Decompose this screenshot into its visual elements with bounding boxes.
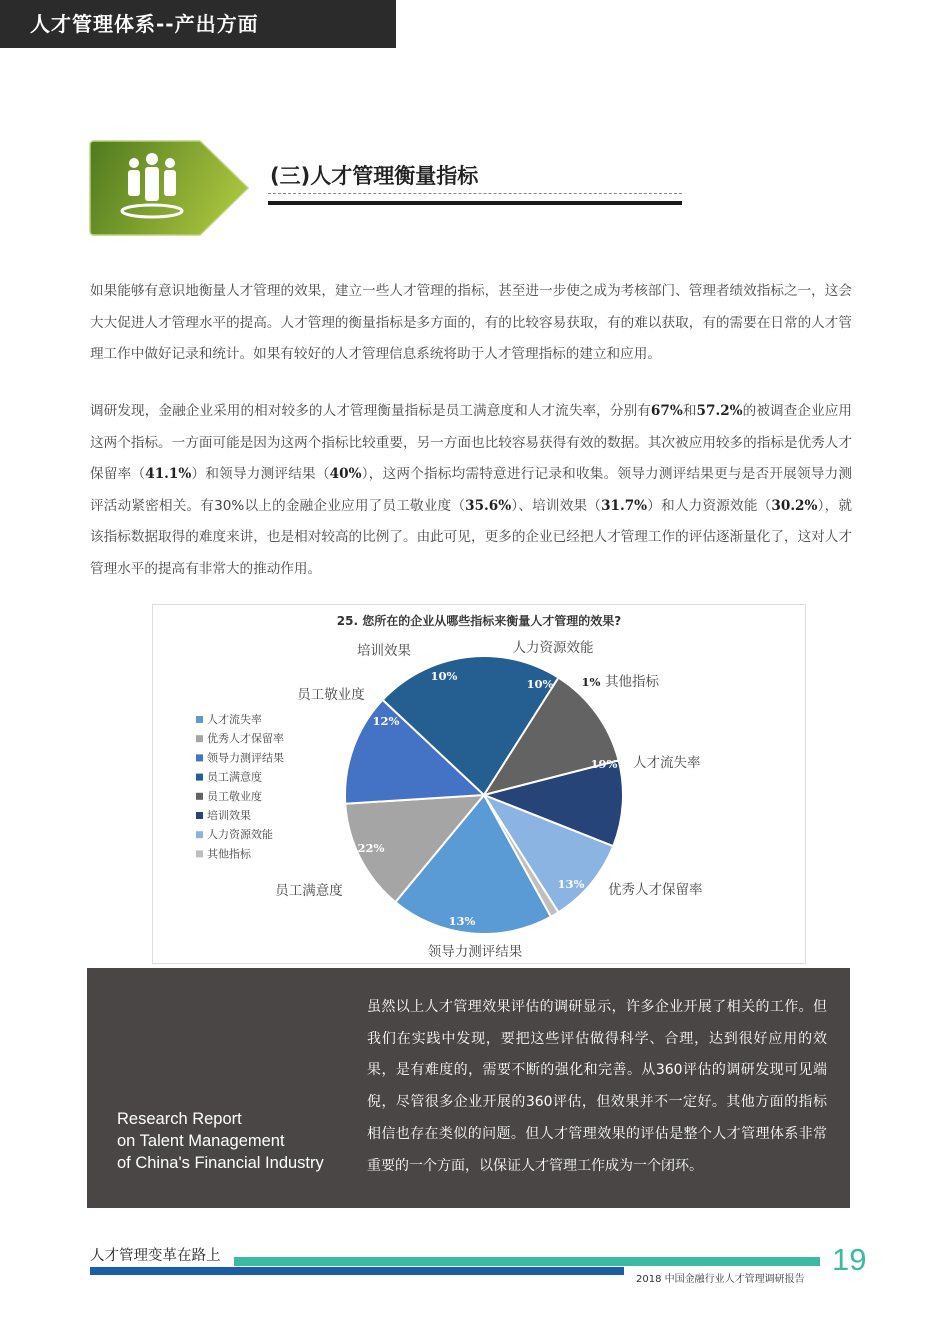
stat-turnover: 57.2% <box>696 403 743 419</box>
section-title: (三)人才管理衡量指标 <box>270 164 479 188</box>
legend-item: 员工敬业度 <box>207 789 262 803</box>
stat-leadership: 40% <box>329 466 362 482</box>
slice-category-label: 人才流失率 <box>633 755 701 771</box>
legend-item: 培训效果 <box>207 809 251 822</box>
findings-paragraph: 调研发现，金融企业采用的相对较多的人才管理衡量指标是员工满意度和人才流失率，分别有67%和57.2%的被调查企业应用这两个指标。一方面可能是因为这两个指标比较重要，另一方面也比较容易获得有效的数据。其次被应用较多的指标是优秀人才保留率（41.1%）和领导力测评结果（40%），这两个指标均需特意进行记录和收集。领导力测评结果更与是否开展领导力测评活动紧密相关。有30%以上的金融企业应用了员工敬业度（35.6%）、培训效果（31.7%）和人力资源效能（30.2%），就该指标数据取得的难度来讲，也是相对较高的比例了。由此可见，更多的企业已经把人才管理工作的评估逐渐量化了，这对人才管理水平的提高有非常大的推动作用。 <box>90 403 853 577</box>
legend-swatch <box>196 793 203 800</box>
section-icon-badge <box>88 139 252 237</box>
slice-category-label: 优秀人才保留率 <box>608 882 703 898</box>
brand-line: on Talent Management <box>117 1132 285 1150</box>
pie-chart-canvas <box>153 605 805 963</box>
stat-retention: 41.1% <box>145 466 192 482</box>
legend-item: 人才流失率 <box>207 713 262 726</box>
stat-training: 31.7% <box>601 497 648 514</box>
slice-percent-label: 19% <box>590 757 618 771</box>
legend-swatch <box>196 774 203 781</box>
slice-percent-label: 13% <box>448 914 476 928</box>
stat-employee-satisfaction: 67% <box>650 403 683 419</box>
legend-swatch <box>196 850 203 857</box>
page-banner: 人才管理体系--产出方面 <box>0 0 396 48</box>
slice-category-label: 员工敬业度 <box>297 687 365 703</box>
chart-title: 25. 您所在的企业从哪些指标来衡量人才管理的效果? <box>336 614 622 628</box>
stat-engagement: 35.6% <box>465 497 512 514</box>
slice-category-label: 领导力测评结果 <box>427 944 523 960</box>
legend-item: 优秀人才保留率 <box>207 732 284 746</box>
brand-line: Research Report <box>117 1110 242 1128</box>
legend-swatch <box>196 754 203 761</box>
slice-category-label: 人力资源效能 <box>512 640 594 656</box>
legend-item: 员工满意度 <box>207 770 262 784</box>
footer-report-name: 2018 中国金融行业人才管理调研报告 <box>636 1274 805 1285</box>
brand-line: of China's Financial Industry <box>117 1154 324 1172</box>
legend-swatch <box>196 812 203 819</box>
legend-item: 其他指标 <box>207 847 251 861</box>
legend-swatch <box>196 735 203 742</box>
slice-category-label: 培训效果 <box>357 643 411 659</box>
pie-chart <box>152 604 806 964</box>
summary-text: 虽然以上人才管理效果评估的调研显示，许多企业开展了相关的工作。但我们在实践中发现，要把这些评估做得科学、合理，达到很好应用的效果，是有难度的，需要不断的强化和完善。从360评估的调研发现可见端倪，尽管很多企业开展的360评估，但效果并不一定好。其他方面的指标相信也存在类似的问题。但人才管理效果的评估是整个人才管理体系非常重要的一个方面，以保证人才管理工作成为一个闭环。 <box>367 999 827 1174</box>
footer-title: 人才管理变革在路上 <box>90 1248 221 1264</box>
slice-percent-label: 10% <box>430 669 458 683</box>
slice-category-label: 员工满意度 <box>275 883 343 899</box>
slice-percent-label: 12% <box>372 714 400 728</box>
slice-category-label: 其他指标 <box>605 674 659 690</box>
legend-item: 领导力测评结果 <box>207 751 284 765</box>
summary-box <box>87 968 850 1208</box>
slice-percent-label: 22% <box>357 841 385 855</box>
slice-percent-label: 13% <box>557 877 585 891</box>
legend-swatch <box>196 716 203 723</box>
footer-bar-blue <box>90 1267 624 1275</box>
stat-hr-efficiency: 30.2% <box>771 497 818 514</box>
slice-percent-label: 1% <box>581 675 601 689</box>
intro-paragraph: 如果能够有意识地衡量人才管理的效果，建立一些人才管理的指标，甚至进一步使之成为考核部门、管理者绩效指标之一，这会大大促进人才管理水平的提高。人才管理的衡量指标是多方面的，有的比较容易获取，有的难以获取，有的需要在日常的人才管理工作中做好记录和统计。如果有较好的人才管理信息系统将助于人才管理指标的建立和应用。 <box>90 283 852 362</box>
legend-item: 人力资源效能 <box>207 828 273 842</box>
slice-percent-label: 10% <box>526 677 554 691</box>
legend-swatch <box>196 831 203 838</box>
footer-bar-teal <box>234 1257 820 1266</box>
report-brand <box>117 1108 357 1174</box>
page-number: 19 <box>832 1242 867 1277</box>
title-divider-dashed <box>268 193 682 194</box>
title-divider <box>268 201 682 205</box>
